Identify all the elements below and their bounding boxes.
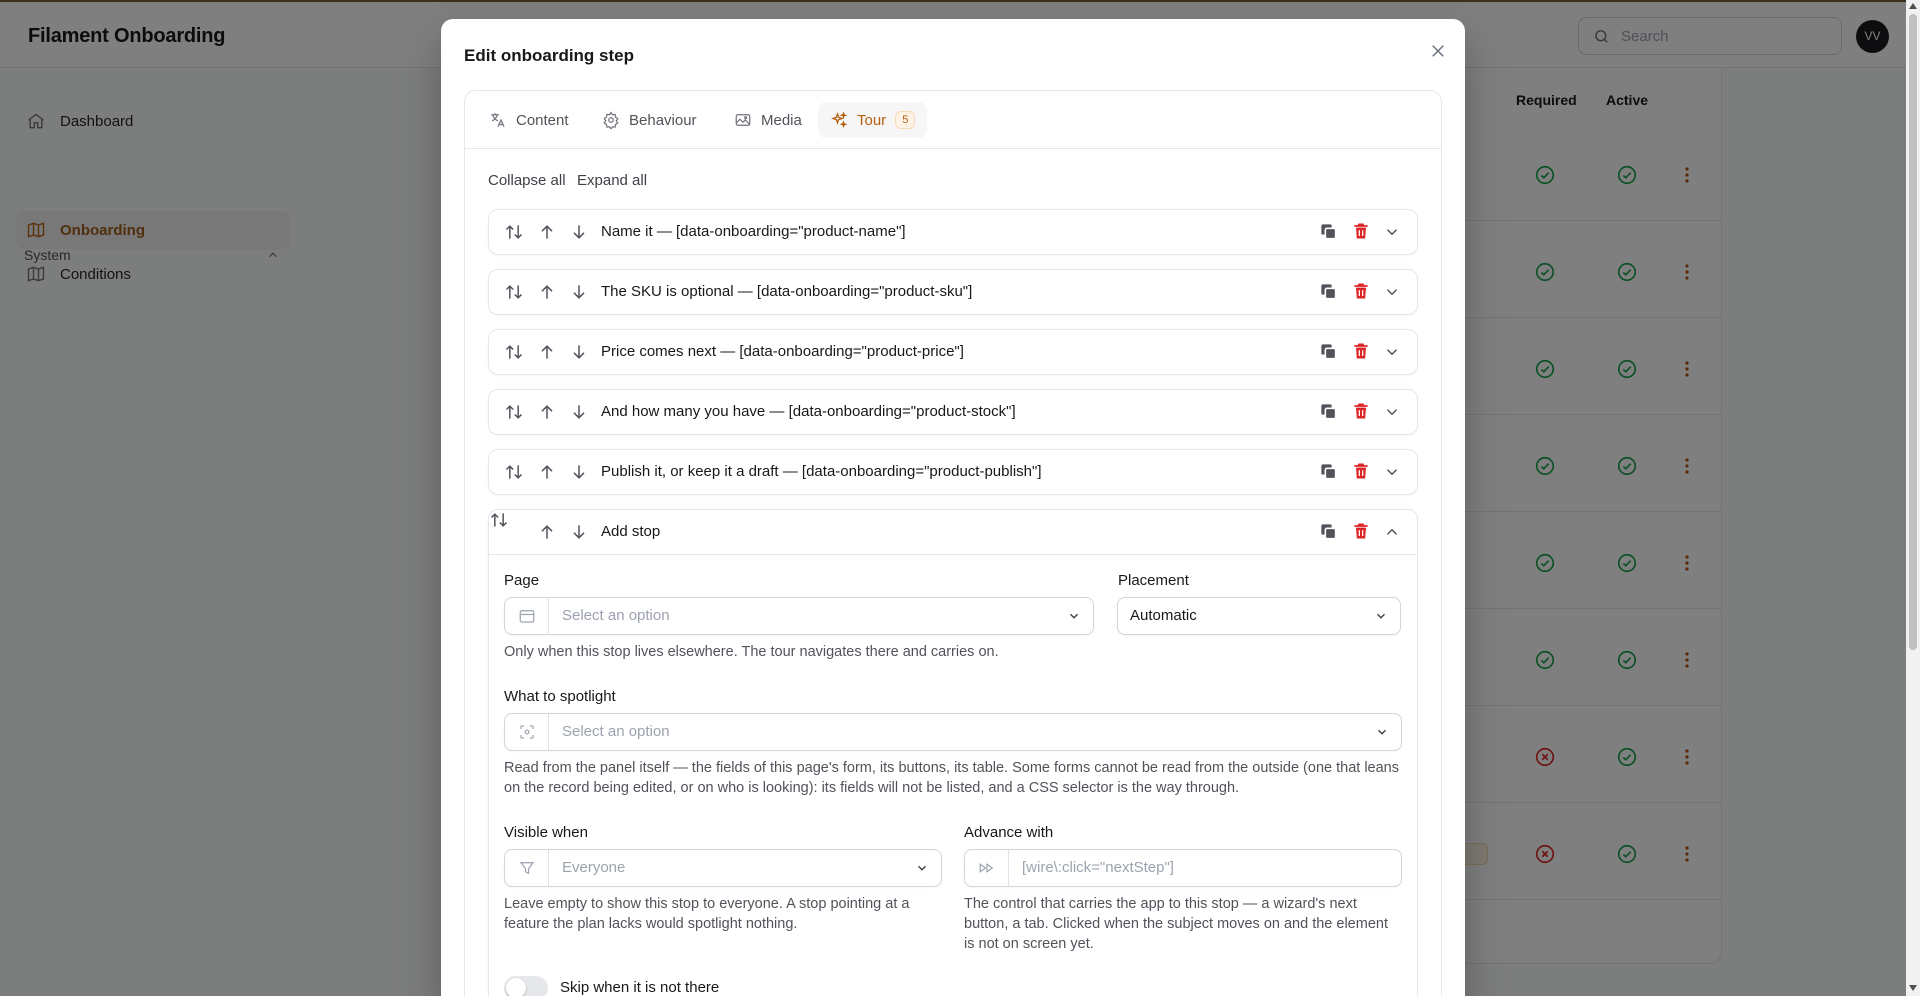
chevron-down-icon bbox=[1374, 609, 1388, 623]
delete-button[interactable] bbox=[1351, 341, 1371, 361]
move-down-button[interactable] bbox=[569, 282, 589, 302]
reorder-handle[interactable] bbox=[504, 402, 524, 422]
delete-button[interactable] bbox=[1351, 521, 1371, 541]
move-down-button[interactable] bbox=[569, 462, 589, 482]
chevron-down-icon bbox=[915, 861, 929, 875]
filter-icon bbox=[505, 850, 549, 886]
clone-button[interactable] bbox=[1319, 462, 1338, 481]
clone-button[interactable] bbox=[1319, 222, 1338, 241]
move-up-button[interactable] bbox=[537, 222, 557, 242]
scroll-down-arrow-icon[interactable] bbox=[1909, 985, 1917, 991]
gear-icon bbox=[602, 111, 620, 129]
tab-content[interactable] bbox=[477, 102, 581, 138]
page-select[interactable] bbox=[504, 597, 1094, 635]
visible-when-placeholder: Everyone bbox=[562, 859, 626, 876]
clone-button[interactable] bbox=[1319, 282, 1338, 301]
spotlight-label: What to spotlight bbox=[504, 688, 616, 705]
move-up-button[interactable] bbox=[537, 402, 557, 422]
spotlight-select[interactable] bbox=[504, 713, 1402, 751]
repeater-item[interactable] bbox=[488, 449, 1418, 495]
repeater-item-title: The SKU is optional — [data-onboarding="product-sku"] bbox=[601, 283, 973, 300]
move-down-button[interactable] bbox=[569, 402, 589, 422]
repeater-item-header[interactable] bbox=[489, 510, 1417, 555]
advance-with-input[interactable] bbox=[964, 849, 1402, 887]
tab-tour[interactable] bbox=[818, 102, 927, 138]
delete-button[interactable] bbox=[1351, 281, 1371, 301]
language-icon bbox=[489, 111, 507, 129]
page-scrollbar[interactable] bbox=[1906, 0, 1920, 996]
move-down-button[interactable] bbox=[569, 222, 589, 242]
tab-bar bbox=[465, 91, 1441, 149]
tab-label: Content bbox=[516, 111, 569, 129]
scroll-up-arrow-icon[interactable] bbox=[1909, 3, 1917, 9]
spotlight-select-placeholder: Select an option bbox=[562, 723, 670, 740]
tab-label: Tour bbox=[857, 111, 887, 129]
move-up-button[interactable] bbox=[537, 522, 557, 542]
advance-with-label: Advance with bbox=[964, 824, 1054, 841]
chevron-down-icon[interactable] bbox=[1383, 343, 1401, 361]
reorder-handle[interactable] bbox=[504, 282, 524, 302]
move-up-button[interactable] bbox=[537, 342, 557, 362]
tab-behaviour[interactable] bbox=[590, 102, 709, 138]
reorder-handle[interactable] bbox=[504, 462, 524, 482]
chevron-down-icon[interactable] bbox=[1383, 223, 1401, 241]
clone-button[interactable] bbox=[1319, 522, 1338, 541]
placement-label: Placement bbox=[1118, 572, 1189, 589]
page-help-text: Only when this stop lives elsewhere. The tour navigates there and carries on. bbox=[504, 644, 999, 660]
delete-button[interactable] bbox=[1351, 401, 1371, 421]
photo-icon bbox=[734, 111, 752, 129]
expand-all-button[interactable]: Expand all bbox=[577, 172, 648, 189]
skip-toggle-label: Skip when it is not there bbox=[560, 979, 720, 996]
collapse-all-button[interactable]: Collapse all bbox=[488, 172, 566, 189]
repeater-item-title: And how many you have — [data-onboarding="product-stock"] bbox=[601, 403, 1016, 420]
placement-select-value: Automatic bbox=[1130, 607, 1197, 624]
delete-button[interactable] bbox=[1351, 221, 1371, 241]
clone-button[interactable] bbox=[1319, 342, 1338, 361]
advance-with-help-text: The control that carries the app to this stop — a wizard's next button, a tab. Clicked when the subject moves on and the element is not on screen yet. bbox=[964, 896, 1388, 952]
clone-button[interactable] bbox=[1319, 402, 1338, 421]
placement-select[interactable] bbox=[1117, 597, 1401, 635]
close-icon bbox=[1429, 42, 1447, 60]
advance-with-placeholder: [wire\:click="nextStep"] bbox=[1022, 859, 1174, 876]
repeater-item[interactable] bbox=[488, 269, 1418, 315]
visible-when-select[interactable] bbox=[504, 849, 942, 887]
repeater-item-title: Price comes next — [data-onboarding="product-price"] bbox=[601, 343, 964, 360]
tab-label: Media bbox=[761, 111, 802, 129]
reorder-handle[interactable] bbox=[504, 222, 524, 242]
chevron-down-icon bbox=[1375, 725, 1389, 739]
tab-media[interactable] bbox=[722, 102, 814, 138]
close-button[interactable] bbox=[1424, 37, 1452, 65]
skip-toggle[interactable] bbox=[504, 976, 548, 996]
reorder-handle[interactable] bbox=[504, 342, 524, 362]
repeater-item-title: Name it — [data-onboarding="product-name"] bbox=[601, 223, 906, 240]
scrollbar-thumb[interactable] bbox=[1909, 14, 1917, 650]
repeater-item[interactable] bbox=[488, 389, 1418, 435]
repeater-item[interactable] bbox=[488, 329, 1418, 375]
toggle-knob bbox=[506, 978, 526, 996]
repeater-item-title: Add stop bbox=[601, 523, 661, 540]
repeater-item-title: Publish it, or keep it a draft — [data-onboarding="product-publish"] bbox=[601, 463, 1042, 480]
tab-label: Behaviour bbox=[629, 111, 697, 129]
move-down-button[interactable] bbox=[569, 342, 589, 362]
chevron-down-icon[interactable] bbox=[1383, 283, 1401, 301]
page-label: Page bbox=[504, 572, 540, 589]
move-up-button[interactable] bbox=[537, 282, 557, 302]
visible-when-label: Visible when bbox=[504, 824, 588, 841]
page-select-placeholder: Select an option bbox=[562, 607, 670, 624]
calendar-icon bbox=[505, 598, 549, 634]
chevron-down-icon bbox=[1067, 609, 1081, 623]
move-up-button[interactable] bbox=[537, 462, 557, 482]
forward-icon bbox=[965, 850, 1009, 886]
spotlight-help-text: Read from the panel itself — the fields of this page's form, its buttons, its table. Some forms cannot be read from the outside (one that leans on the record being edited, or on who is looking): its fields will not be listed, and a CSS selector is the way through. bbox=[504, 760, 1399, 796]
delete-button[interactable] bbox=[1351, 461, 1371, 481]
chevron-up-icon[interactable] bbox=[1383, 523, 1401, 541]
focus-target-icon bbox=[505, 714, 549, 750]
tab-count-badge: 5 bbox=[895, 111, 915, 129]
sparkles-icon bbox=[830, 111, 848, 129]
chevron-down-icon[interactable] bbox=[1383, 403, 1401, 421]
move-down-button[interactable] bbox=[569, 522, 589, 542]
chevron-down-icon[interactable] bbox=[1383, 463, 1401, 481]
repeater-item[interactable] bbox=[488, 209, 1418, 255]
visible-when-help-text: Leave empty to show this stop to everyone. A stop pointing at a feature the plan lacks would spotlight nothing. bbox=[504, 896, 910, 932]
modal-title: Edit onboarding step bbox=[464, 46, 634, 65]
